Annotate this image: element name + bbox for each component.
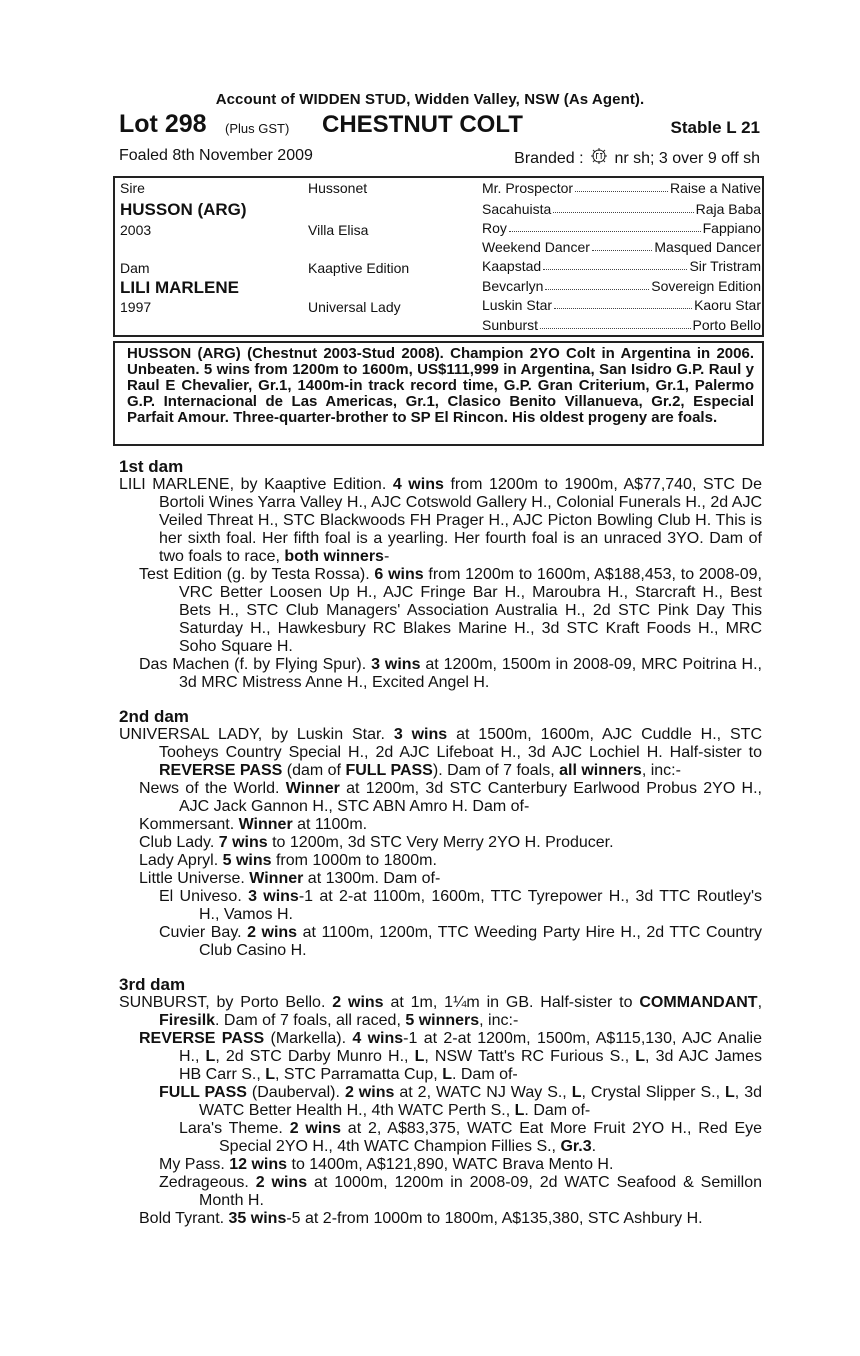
leader-dots	[575, 180, 668, 192]
bold-text: 2 wins	[247, 924, 298, 941]
entry-text: SUNBURST, by Porto Bello.	[119, 994, 333, 1011]
bold-text: 6 wins	[374, 566, 424, 583]
brand-mark-icon	[588, 147, 610, 165]
damsire: Kaaptive Edition	[308, 260, 410, 276]
dam-entry	[119, 1156, 762, 1174]
branded-label: Branded :	[514, 150, 584, 167]
dam-label: Dam	[120, 260, 150, 276]
ancestor-right: Sir Tristram	[689, 258, 761, 274]
dam-entry	[119, 1030, 762, 1084]
entry-text: , 2d STC Darby Munro H.,	[215, 1048, 415, 1065]
dam-heading: 2nd dam	[119, 707, 189, 726]
bold-text: both winners	[284, 548, 384, 565]
ancestor-row	[482, 220, 761, 236]
pedigree-table	[113, 176, 764, 337]
dam-name: LILI MARLENE	[120, 278, 239, 297]
leader-dots	[540, 317, 690, 329]
entry-text: , STC Parramatta Cup,	[275, 1066, 443, 1083]
ancestor-right: Porto Bello	[692, 317, 761, 333]
bold-text: 2 wins	[289, 1120, 341, 1137]
entry-text: News of the World.	[139, 780, 286, 797]
branded-line	[514, 147, 760, 168]
bold-text: 35 wins	[228, 1210, 287, 1227]
bold-text: L	[265, 1066, 276, 1083]
entry-text: (dam of	[282, 762, 346, 779]
ancestor-right: Sovereign Edition	[651, 278, 761, 294]
bold-text: L	[205, 1048, 216, 1065]
dam-entry	[119, 870, 762, 888]
ancestor-right: Masqued Dancer	[654, 239, 761, 255]
grandsire: Hussonet	[308, 180, 368, 196]
entry-text: , inc:-	[641, 762, 681, 779]
bold-text: L	[635, 1048, 646, 1065]
entry-text: , inc:-	[479, 1012, 519, 1029]
ancestor-right: Kaoru Star	[694, 297, 761, 313]
dam-heading: 1st dam	[119, 457, 184, 476]
entry-text: at 1100m, 1200m, TTC Weeding Party Hire H., 2d TTC Country Club Casino H.	[199, 924, 763, 959]
bold-text: Winner	[249, 870, 304, 887]
bold-text: Gr.3	[560, 1138, 592, 1155]
bold-text: L	[442, 1066, 452, 1083]
entry-text: at 1m, 1¼m in GB. Half-sister to	[383, 994, 640, 1011]
dam-entry	[119, 566, 762, 656]
dam-entry	[119, 1084, 762, 1120]
ancestor-left: Sunburst	[482, 317, 539, 333]
foaled-date: Foaled 8th November 2009	[119, 147, 313, 164]
bold-text: 3 wins	[371, 656, 421, 673]
sire-label: Sire	[120, 180, 145, 196]
dam-entry	[119, 1174, 762, 1210]
entry-text: UNIVERSAL LADY, by Luskin Star.	[119, 726, 394, 743]
ancestor-row	[482, 278, 761, 294]
entry-text: at 1100m.	[292, 816, 368, 833]
entry-text: . Dam of-	[451, 1066, 518, 1083]
entry-text: ,	[757, 994, 763, 1011]
entry-text: at 2, A$83,375, WATC Eat More Fruit 2YO H., Red Eye Special 2YO H., 4th WATC Champion Fillies S.,	[219, 1120, 763, 1155]
entry-text: Lara's Theme.	[179, 1120, 290, 1137]
dam-entry	[119, 476, 762, 566]
bold-text: L	[725, 1084, 735, 1101]
ancestor-right: Fappiano	[702, 220, 761, 236]
entry-text: at 1200m, 1500m in 2008-09, MRC Poitrina H., 3d MRC Mistress Anne H., Excited Angel H.	[179, 656, 762, 691]
lot-title: CHESTNUT COLT	[322, 111, 523, 138]
ancestor-left: Mr. Prospector	[482, 180, 574, 196]
entry-text: Bold Tyrant.	[139, 1210, 229, 1227]
entry-text: Das Machen (f. by Flying Spur).	[139, 656, 372, 673]
entry-text: at 2, WATC NJ Way S.,	[394, 1084, 572, 1101]
entry-text: El Univeso.	[159, 888, 249, 905]
bold-text: 12 wins	[229, 1156, 288, 1173]
leader-dots	[592, 239, 652, 251]
entry-text: LILI MARLENE, by Kaaptive Edition.	[119, 476, 393, 493]
bold-text: COMMANDANT	[639, 994, 758, 1011]
ancestor-left: Kaapstad	[482, 258, 542, 274]
sire-name: HUSSON (ARG)	[120, 200, 247, 219]
bold-text: REVERSE PASS	[139, 1030, 265, 1047]
entry-text: Cuvier Bay.	[159, 924, 248, 941]
bold-text: all winners	[559, 762, 642, 779]
entry-text: (Dauberval).	[246, 1084, 345, 1101]
entry-text: ). Dam of 7 foals,	[432, 762, 560, 779]
entry-text: (Markella).	[264, 1030, 353, 1047]
stable-number: Stable L 21	[670, 118, 760, 137]
ancestor-left: Weekend Dancer	[482, 239, 590, 255]
entry-text: , 3d AJC James HB Carr S.,	[179, 1048, 763, 1083]
consignor-line: Account of WIDDEN STUD, Widden Valley, NSW (As Agent).	[215, 91, 645, 108]
leader-dots	[543, 258, 687, 270]
bold-text: L	[514, 1102, 525, 1119]
entry-text: , Crystal Slipper S.,	[581, 1084, 726, 1101]
leader-dots	[509, 220, 701, 232]
entry-text: -5 at 2-from 1000m to 1800m, A$135,380, STC Ashbury H.	[286, 1210, 703, 1227]
entry-text: Club Lady.	[139, 834, 219, 851]
entry-text: . Dam of 7 foals, all raced,	[215, 1012, 406, 1029]
bold-text: L	[571, 1084, 582, 1101]
entry-text: , NSW Tatt's RC Furious S.,	[424, 1048, 636, 1065]
ancestor-row	[482, 180, 761, 196]
dam-heading: 3rd dam	[119, 975, 186, 994]
bold-text: REVERSE PASS	[159, 762, 283, 779]
bold-text: Winner	[238, 816, 293, 833]
bold-text: 2 wins	[344, 1084, 395, 1101]
dam-entry	[119, 924, 762, 960]
ancestor-left: Bevcarlyn	[482, 278, 544, 294]
dam-entry	[119, 780, 762, 816]
entry-text: at 1500m, 1600m, AJC Cuddle H., STC Tooheys Country Special H., 2d AJC Lifeboat H., 3d AJC Lochiel H. Half-sister to	[159, 726, 763, 761]
entry-text: My Pass.	[159, 1156, 230, 1173]
dam-entry	[119, 888, 762, 924]
granddam-sire-side: Villa Elisa	[308, 222, 369, 238]
ancestor-row	[482, 239, 761, 255]
dam-year: 1997	[120, 299, 152, 315]
bold-text: Winner	[285, 780, 340, 797]
entry-text: at 1300m. Dam of-	[303, 870, 441, 887]
bold-text: 4 wins	[352, 1030, 404, 1047]
bold-text: 7 wins	[218, 834, 268, 851]
dam-entry	[119, 1120, 762, 1156]
bold-text: L	[414, 1048, 425, 1065]
granddam-dam-side: Universal Lady	[308, 299, 401, 315]
entry-text: -	[383, 548, 390, 565]
ancestor-left: Luskin Star	[482, 297, 553, 313]
ancestor-right: Raja Baba	[695, 201, 761, 217]
leader-dots	[545, 278, 649, 290]
entry-text: from 1200m to 1600m, A$188,453, to 2008-09, VRC Better Loosen Up H., AJC Fringe Bar H., Maroubra H., Starcraft H., Best Bets H., STC Club Managers' Association Australia H., 2d STC Pink Day This Saturday H., Hawkesbury RC Blakes Marine H., 3d STC Kraft Foods H., MRC Soho Square H.	[179, 566, 762, 655]
entry-text: Little Universe.	[139, 870, 250, 887]
entry-text: -1 at 2-at 1200m, 1500m, A$115,130, AJC Analie H.,	[179, 1030, 762, 1065]
bold-text: 5 wins	[222, 852, 272, 869]
entry-text: at 1000m, 1200m in 2008-09, 2d WATC Seafood & Semillon Month H.	[199, 1174, 763, 1209]
entry-text: at 1200m, 3d STC Canterbury Earlwood Probus 2YO H., AJC Jack Gannon H., STC ABN Amro H. Dam of-	[179, 780, 763, 815]
bold-text: 2 wins	[332, 994, 384, 1011]
lot-number: Lot 298	[119, 110, 207, 138]
entry-text: . Dam of-	[524, 1102, 591, 1119]
dam-lines	[119, 458, 762, 1228]
entry-text: .	[591, 1138, 597, 1155]
entry-text: Test Edition (g. by Testa Rossa).	[139, 566, 375, 583]
ancestor-left: Sacahuista	[482, 201, 552, 217]
ancestor-row	[482, 258, 761, 274]
branded-text: nr sh; 3 over 9 off sh	[614, 150, 760, 167]
dam-entry	[119, 726, 762, 780]
entry-text: from 1200m to 1900m, A$77,740, STC De Bortoli Wines Yarra Valley H., AJC Cotswold Gallery H., Colonial Funerals H., 2d AJC Veiled Threat H., STC Blackwoods FH Prager H., AJC Picton Bowling Club H. This is her sixth foal. Her fifth foal is a yearling. Her fourth foal is an unraced 3YO. Dam of two foals to race,	[159, 476, 762, 565]
leader-dots	[554, 297, 692, 309]
dam-entry	[119, 656, 762, 692]
entry-text: Kommersant.	[139, 816, 239, 833]
ancestor-left: Roy	[482, 220, 507, 236]
entry-text: to 1200m, 3d STC Very Merry 2YO H. Producer.	[267, 834, 614, 851]
bold-text: FULL PASS	[345, 762, 433, 779]
bold-text: 5 winners	[405, 1012, 480, 1029]
sire-summary: HUSSON (ARG) (Chestnut 2003-Stud 2008). Champion 2YO Colt in Argentina in 2006. Unbeaten. 5 wins from 1200m to 1600m, US$111,999 in Argentina, San Isidro G.P. Raul y Raul E Chevalier, Gr.1, 1400m-in track record time, G.P. Gran Criterium, Gr.1, Palermo G.P. Internacional de Las Americas, Gr.1, Clasico Benito Villanueva, Gr.2, Especial Parfait Amour. Three-quarter-brother to SP El Rincon. His oldest progeny are foals.	[113, 341, 764, 446]
ancestor-row	[482, 317, 761, 333]
bold-text: 3 wins	[393, 726, 448, 743]
dam-entry	[119, 994, 762, 1030]
entry-text: to 1400m, A$121,890, WATC Brava Mento H.	[287, 1156, 614, 1173]
sire-year: 2003	[120, 222, 152, 238]
bold-text: Firesilk	[159, 1012, 216, 1029]
entry-text: Zedrageous.	[159, 1174, 256, 1191]
entry-text: from 1000m to 1800m.	[271, 852, 437, 869]
ancestor-right: Raise a Native	[669, 180, 761, 196]
leader-dots	[553, 201, 693, 213]
ancestor-row	[482, 201, 761, 217]
dam-entry	[119, 852, 762, 870]
bold-text: 3 wins	[248, 888, 299, 905]
entry-text: Lady Apryl.	[139, 852, 223, 869]
bold-text: 2 wins	[255, 1174, 308, 1191]
dam-entry	[119, 1210, 762, 1228]
ancestor-row	[482, 297, 761, 313]
dam-entry	[119, 834, 762, 852]
dam-entry	[119, 816, 762, 834]
bold-text: 4 wins	[392, 476, 444, 493]
gst-note: (Plus GST)	[225, 121, 290, 136]
bold-text: FULL PASS	[159, 1084, 247, 1101]
entry-text: -1 at 2-at 1100m, 1600m, TTC Tyrepower H., 3d TTC Routley's H., Vamos H.	[199, 888, 763, 923]
entry-text: , 3d WATC Better Health H., 4th WATC Perth S.,	[199, 1084, 763, 1119]
